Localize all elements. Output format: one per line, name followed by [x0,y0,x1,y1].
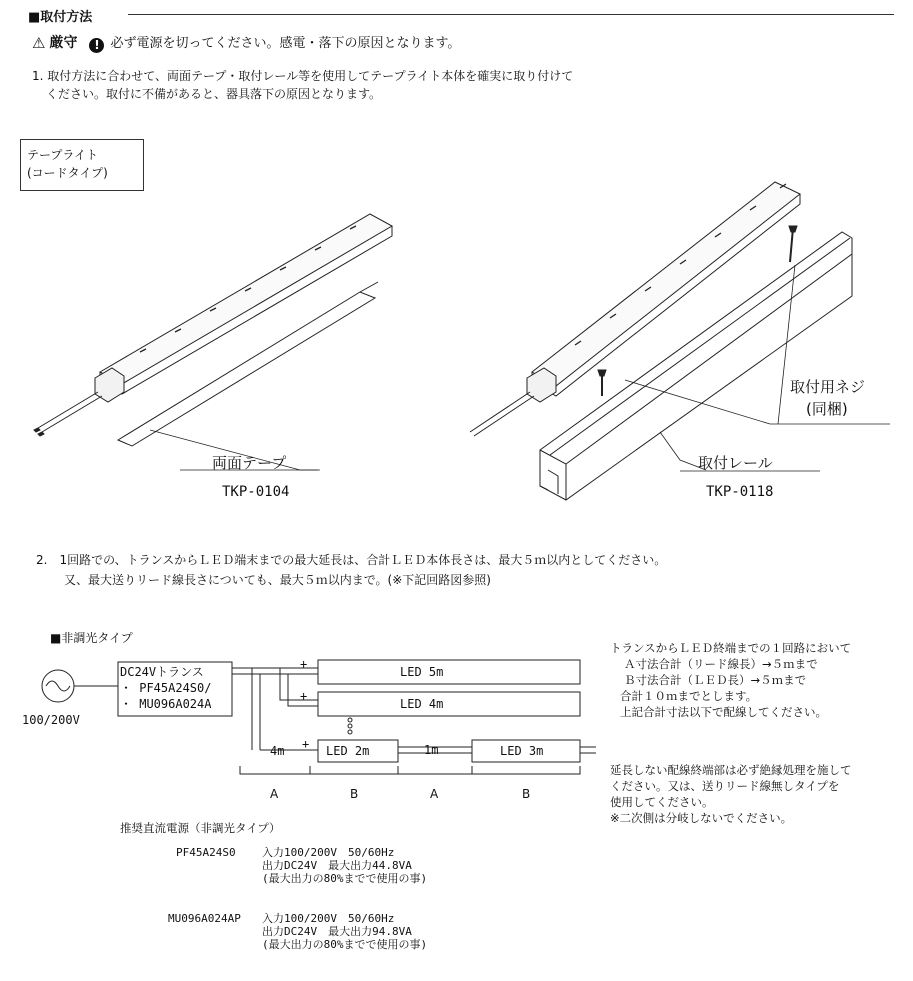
tape-light-left-drawing [34,214,392,436]
screw-label-line1: 取付用ネジ [790,378,866,396]
power-model1-line2: 出力DC24V 最大出力44.8VA [262,859,412,872]
circuit-diagram [0,640,620,800]
warning-strict-label: 厳守 [49,35,78,51]
dim-b2: B [522,787,531,801]
power-model1-line1: 入力100/200V 50/60Hz [262,846,395,859]
power-model2-line1: 入力100/200V 50/60Hz [262,912,395,925]
terminal-notes [610,762,852,826]
double-tape-label: 両面テープ [212,454,287,472]
plus-mark-3: + [302,737,310,751]
step1-line2: ください。取付に不備があると、器具落下の原因となります。 [46,87,382,101]
note-line3: Ｂ寸法合計（ＬＥＤ長）→５ｍまで [624,673,807,687]
note-line1: トランスからＬＥＤ終端までの１回路において [610,641,852,655]
transformer-line3: ・ MU096A024A [120,697,212,711]
lead-1m-label: 1m [424,743,439,757]
circuit-notes [610,640,851,720]
terminal-note-line4: ※二次側は分岐しないでください。 [610,811,793,825]
plus-mark-1: + [300,657,308,671]
power-model1-line3: (最大出力の80%までで使用の事) [262,872,428,885]
led-4m-label: LED 4m [400,697,444,711]
rail-label: 取付レール [698,454,773,472]
terminal-note-line2: ください。又は、送りリード線無しタイプを [610,779,840,793]
step2-line2: 又、最大送りリード線長さについても、最大５ｍ以内まで。(※下記回路図参照) [64,573,491,587]
circuit-title: ■非調光タイプ [50,631,133,645]
dim-a2: A [430,787,439,801]
note-line2: Ａ寸法合計（リード線長）→５ｍまで [624,657,818,671]
power-model1-specs [262,846,427,885]
section-title: ■取付方法 [28,10,93,25]
double-tape-code: TKP-0104 [222,484,290,500]
step1-line1: 1. 取付方法に合わせて、両面テープ・取付レール等を使用してテープライト本体を確実に取り付けて [32,69,574,83]
power-model2-specs [262,912,427,951]
transformer-line2: ・ PF45A24S0/ [120,681,212,695]
terminal-note-line3: 使用してください。 [610,795,714,809]
tape-light-label-line1: テープライト [27,148,99,162]
led-2m-label: LED 2m [326,744,370,758]
power-model2-line2: 出力DC24V 最大出力94.8VA [262,925,412,938]
terminal-note-line1: 延長しない配線終端部は必ず絶縁処理を施して [610,763,852,777]
note-line4: 合計１０ｍまでとします。 [620,689,758,703]
led-3m-label: LED 3m [500,744,544,758]
note-line5: 上記合計寸法以下で配線してください。 [620,705,827,719]
warning-text: 必ず電源を切ってください。感電・落下の原因となります。 [110,36,461,51]
exclamation-icon: ! [89,38,104,53]
power-title: 推奨直流電源（非調光タイプ） [120,821,281,835]
led-5m-label: LED 5m [400,665,444,679]
transformer-label [120,664,211,712]
warning-triangle-icon: ⚠ [32,34,46,52]
transformer-line1: DC24Vトランス [120,665,204,679]
dim-a1: A [270,787,279,801]
lead-4m-label: 4m [270,744,285,758]
power-model2-line3: (最大出力の80%までで使用の事) [262,938,428,951]
tape-light-label-line2: (コードタイプ) [27,166,108,180]
power-model2-name: MU096A024AP [168,912,241,925]
led-4m-strip [318,692,580,716]
power-model1-name: PF45A24S0 [176,846,236,859]
dim-b1: B [350,787,359,801]
step2-line1: 2. 1回路での、トランスからＬＥＤ端末までの最大延長は、合計ＬＥＤ本体長さは、最大５ｍ以内としてください。 [36,553,667,567]
plus-mark-2: + [300,689,308,703]
rail-code: TKP-0118 [706,484,774,500]
led-5m-strip [318,660,580,684]
voltage-label: 100/200V [22,713,80,727]
screw-label-line2: (同梱) [806,400,848,418]
